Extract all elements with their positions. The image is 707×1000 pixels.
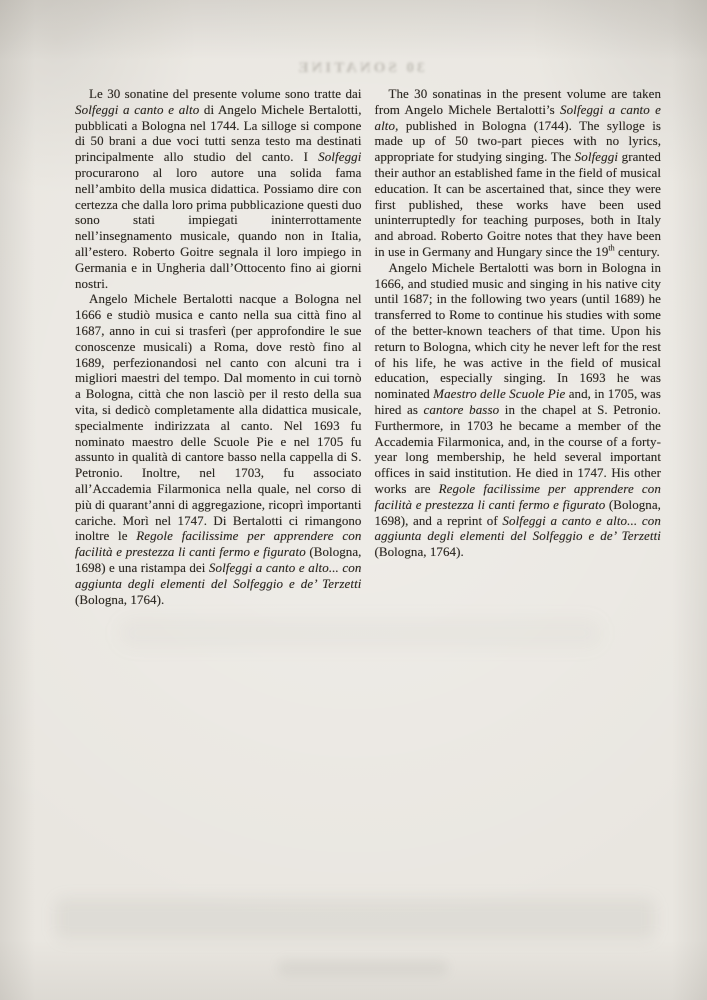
italic-run: Solfeggi a canto e alto [75,101,200,117]
text-run: The 30 sonatinas in the present volume are taken from Angelo Michele Bertalotti’s [374,86,661,117]
italic-run: Regole facilissime per apprendere con facilità e prestezza li canti fermo e figurato [75,528,362,560]
text-run: (Bologna, 1698) e una ristampa dei [75,544,362,575]
text-run: Le 30 sonatine del presente volume sono tratte dai [89,86,362,101]
italic-run: Solfeggi [574,149,619,165]
text-run: in the chapel at S. Petronio. Furthermore, in 1703 he became a member of the Accademia Filarmonica, and, in the course of a forty-year long membership, he held several important offices in said institution. He died in 1747. His other works are [374,401,661,496]
text-columns [75,86,661,607]
text-run: Angelo Michele Bertalotti was born in Bologna in 1666, and studied music and singing in his native city until 1687; in the following two years (until 1689) he transferred to Rome to continue his studies with some of the better-known teachers of that time. Upon his return to Bologna, which city he never left for the rest of his life, he was active in the field of musical education, especially singing. In 1693 he was nominated [374,259,661,402]
bleed-through-smudge [278,960,448,976]
italic-run: Maestro delle Scuole Pie [433,386,566,402]
text-run: granted their author an established fame in the field of musical education. It can be ascertained that, since they were first published, these works have been used uninterruptedly for teaching purposes, both in Italy and abroad. Roberto Goitre notes that they have been in use in Germany and Hungary since the 19 [374,149,661,259]
paragraph [75,86,362,291]
text-run: procurarono al loro autore una solida fama nell’ambito della musica didattica. Possiamo dire con certezza che dalla loro prima pubblicazione questi duo sono stati impiegati ininterrottamente nell’insegnamento musicale, quando non in Italia, all’estero. Roberto Goitre segnala il loro impiego in Germania e in Ungheria dall’Ottocento fino ai giorni nostri. [75,164,362,291]
column-italian [75,86,362,607]
italic-run: Solfeggi a canto e alto... con aggiunta degli elementi del Solfeggio e de’ Terzetti [374,512,661,544]
italic-run: cantore basso [423,401,500,417]
italic-run: Solfeggi a canto e alto [374,101,661,133]
text-run: and, in 1705, was hired as [374,386,661,417]
italic-run: Solfeggi [318,149,362,165]
italic-run: Regole facilissime per apprendere con facilità e prestezza li canti fermo e figurato [374,480,661,512]
text-run: , published in Bologna (1744). The sylloge is made up of 50 two-part pieces with no lyrics, appropriate for studying singing. The [374,117,661,165]
paragraph [375,86,662,260]
text-run: (Bologna, 1764). [374,544,464,560]
bleed-through-title: 30 SONATINE [295,60,425,76]
column-english [375,86,662,607]
text-run: (Bologna, 1764). [75,591,165,607]
text-run: century. [614,243,660,259]
paragraph [375,260,662,560]
paragraph [75,291,362,607]
superscript-run: th [608,243,615,253]
text-run: (Bologna, 1698), and a reprint of [374,496,661,528]
italic-run: Solfeggi a canto e alto... con aggiunta degli elementi del Solfeggio e de’ Terzetti [75,559,362,591]
bleed-through-smudge [55,898,655,940]
text-run: Angelo Michele Bertalotti nacque a Bologna nel 1666 e studiò musica e canto nella sua città fino al 1687, anno in cui si trasferì (per approfondire le sue conoscenze musicali) a Roma, dove restò fino al 1689, perfezionandosi nel canto con alcuni tra i migliori maestri del tempo. Dal momento in cui tornò a Bologna, città che non lasciò per il resto della sua vita, si dedicò completamente alla didattica musicale, specialmente indirizzata al canto. Nel 1693 fu nominato maestro delle Scuole Pie e nel 1705 fu assunto in qualità di cantore basso nella cappella di S. Petronio. Inoltre, nel 1703, fu associato all’Accademia Filarmonica nella quale, nel corso di più di quarant’anni di aggregazione, ricoprì importanti cariche. Morì nel 1747. Di Bertalotti ci rimangono inoltre le [75,291,362,544]
text-run: di Angelo Michele Bertalotti, pubblicati a Bologna nel 1744. La silloge si compone di 50 brani a due voci tutti senza testo ma destinati principalmente allo studio del canto. I [75,101,362,165]
bleed-through-smudge [120,620,600,646]
